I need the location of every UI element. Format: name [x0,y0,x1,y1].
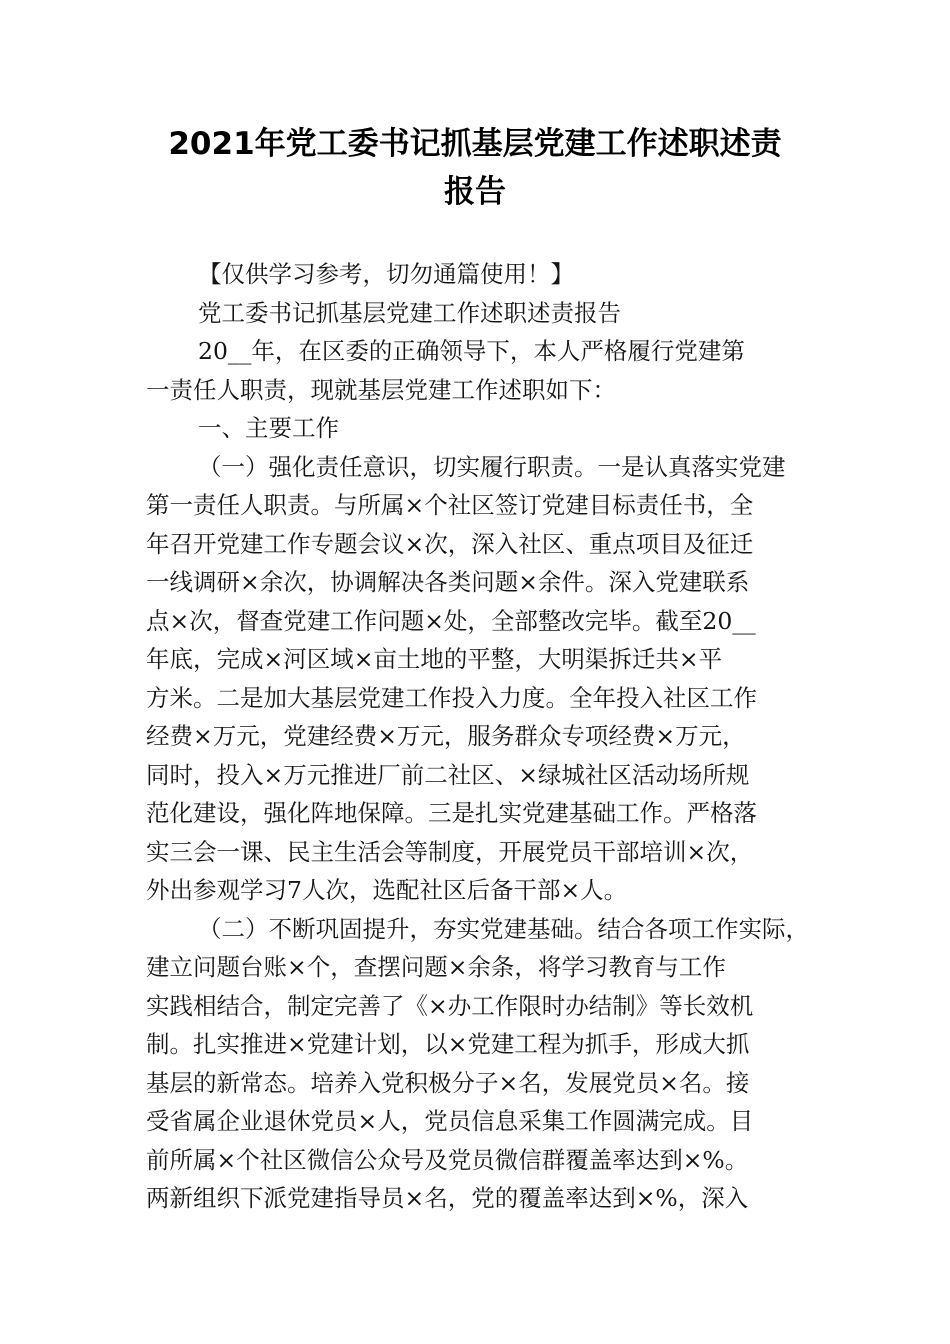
body-line: 年底，完成×河区域×亩土地的平整，大明渠拆迁共×平 [146,645,723,673]
document-body [146,255,818,1218]
body-line: 外出参观学习7人次，选配社区后备干部×人。 [146,876,628,904]
body-line: 第一责任人职责。与所属×个社区签订党建目标责任书，全 [146,491,754,519]
body-line: 经费×万元，党建经费×万元，服务群众专项经费×万元， [146,722,746,750]
body-line: 同时，投入×万元推进厂前二社区、×绿城社区活动场所规 [146,760,750,789]
body-line: 年召开党建工作专题会议×次，深入社区、重点项目及征迁 [146,529,754,558]
body-line: 范化建设，强化阵地保障。三是扎实党建基础工作。严格落 [146,799,757,827]
body-line: 一责任人职责，现就基层党建工作述职如下： [146,375,616,404]
body-line: 一线调研×余次，协调解决各类问题×余件。深入党建联系 [146,568,750,596]
body-line: 方米。二是加大基层党建工作投入力度。全年投入社区工作 [146,683,757,712]
report-subtitle-line: 党工委书记抓基层党建工作述职述责报告 [198,298,621,327]
body-line: 实践相结合，制定完善了《×办工作限时办结制》等长效机 [146,991,754,1020]
body-line: 基层的新常态。培养入党积极分子×名，发展党员×名。接 [146,1068,750,1097]
body-line: 前所属×个社区微信公众号及党员微信群覆盖率达到×%。 [146,1145,749,1174]
body-line: 点×次，督查党建工作问题×处，全部整改完毕。截至20__ [146,606,756,635]
disclaimer-line: 【仅供学习参考，切勿通篇使用！】 [198,260,574,288]
document-title-line-1: 2021年党工委书记抓基层党建工作述职述责 [168,126,782,162]
body-line: （二）不断巩固提升，夯实党建基础。结合各项工作实际， [198,914,809,943]
body-line: 两新组织下派党建指导员×名，党的覆盖率达到×%，深入 [146,1184,749,1212]
document-title-line-2: 报告 [444,174,506,210]
body-line: 制。扎实推进×党建计划，以×党建工程为抓手，形成大抓 [146,1030,750,1058]
body-line: 实三会一课、民主生活会等制度，开展党员干部培训×次， [146,837,754,866]
section-heading: 一、主要工作 [198,414,339,442]
body-line: 受省属企业退休党员×人，党员信息采集工作圆满完成。目 [146,1107,754,1135]
body-line: 建立问题台账×个，查摆问题×余条，将学习教育与工作 [146,953,726,981]
body-line: 20__年，在区委的正确领导下，本人严格履行党建第 [198,337,745,365]
body-line: （一）强化责任意识，切实履行职责。一是认真落实党建 [198,452,786,481]
